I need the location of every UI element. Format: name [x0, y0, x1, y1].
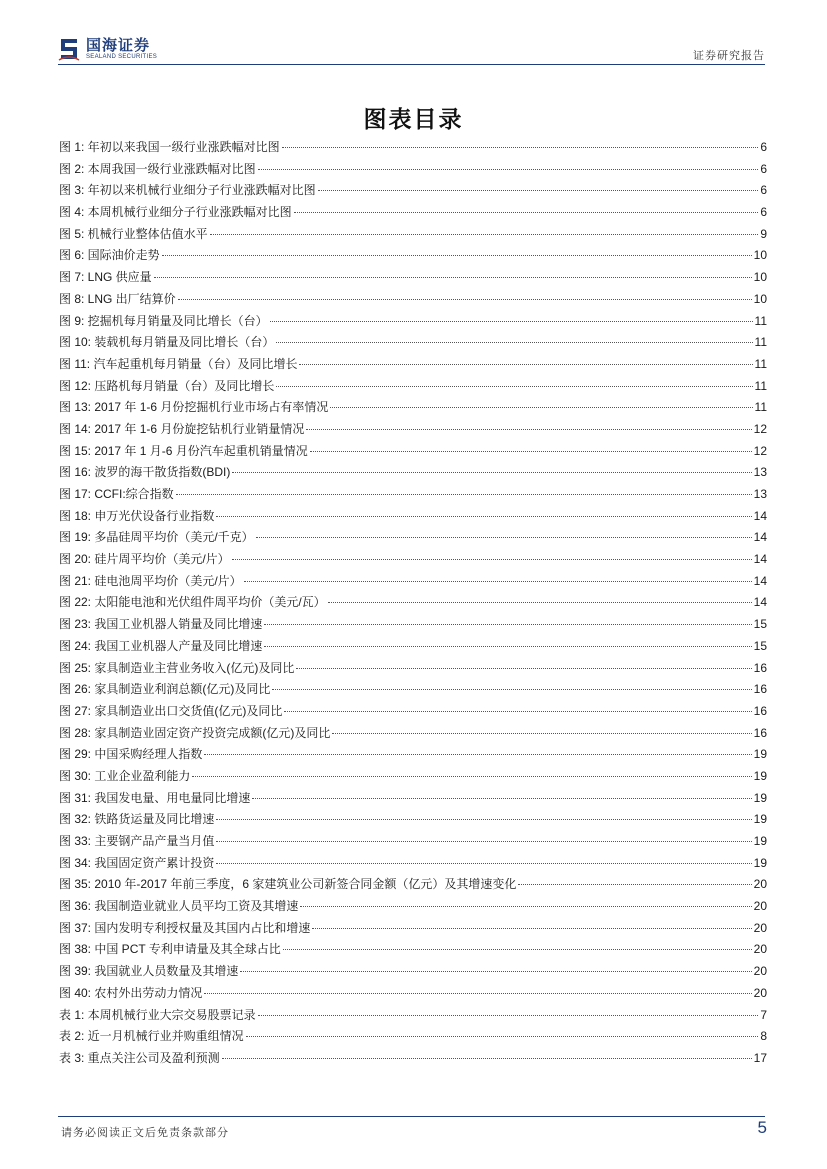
dot-leader	[276, 342, 752, 343]
dot-leader	[162, 255, 752, 256]
toc-entry-page: 17	[753, 1050, 767, 1065]
logo-chinese-name: 国海证券	[86, 36, 151, 54]
toc-entry[interactable]	[59, 1026, 767, 1048]
toc-entry-label: 图 33: 主要钢产品产量当月值	[59, 834, 215, 848]
toc-entry[interactable]	[59, 354, 767, 376]
toc-entry-page: 12	[753, 421, 767, 436]
toc-entry-label: 图 15: 2017 年 1 月-6 月份汽车起重机销量情况	[59, 443, 308, 458]
toc-entry-label: 图 36: 我国制造业就业人员平均工资及其增速	[59, 899, 299, 914]
toc-entry-label: 图 10: 装载机每月销量及同比增长（台）	[59, 335, 275, 350]
dot-leader	[256, 537, 752, 538]
toc-entry-page: 11	[754, 400, 767, 415]
toc-entry-page: 14	[753, 552, 767, 567]
toc-entry[interactable]	[59, 614, 767, 636]
toc-entry-label: 图 25: 家具制造业主营业务收入(亿元)及同比	[59, 660, 295, 675]
sealand-logo-icon	[58, 36, 80, 62]
toc-entry-page: 20	[753, 899, 767, 914]
dot-leader	[306, 429, 751, 430]
toc-entry[interactable]	[59, 592, 767, 614]
toc-entry-label: 图 40: 农村外出劳动力情况	[59, 985, 203, 1000]
toc-entry[interactable]	[59, 961, 767, 983]
dot-leader	[272, 689, 751, 690]
toc-entry[interactable]	[59, 679, 767, 701]
dot-leader	[232, 472, 751, 473]
dot-leader	[258, 169, 759, 170]
toc-entry-label: 图 23: 我国工业机器人销量及同比增速	[59, 617, 263, 632]
table-of-figures	[59, 137, 767, 1070]
toc-entry-page: 6	[760, 140, 767, 154]
toc-entry-page: 19	[753, 768, 767, 783]
toc-entry-label: 图 20: 硅片周平均价（美元/片）	[59, 552, 230, 567]
dot-leader	[216, 841, 751, 842]
toc-entry-page: 13	[753, 465, 767, 480]
toc-entry[interactable]	[59, 896, 767, 918]
dot-leader	[294, 212, 759, 213]
toc-entry-page: 19	[753, 855, 767, 870]
dot-leader	[210, 234, 759, 235]
toc-entry-label: 图 30: 工业企业盈利能力	[59, 768, 191, 783]
dot-leader	[300, 906, 751, 907]
dot-leader	[252, 798, 751, 799]
toc-entry-page: 7	[760, 1007, 767, 1022]
dot-leader	[240, 971, 751, 972]
dot-leader	[264, 624, 751, 625]
toc-entry-label: 图 19: 多晶硅周平均价（美元/千克）	[59, 530, 254, 545]
toc-entry-label: 图 22: 太阳能电池和光伏组件周平均价（美元/瓦）	[59, 595, 326, 610]
dot-leader	[284, 711, 751, 712]
toc-entry-label: 图 2: 本周我国一级行业涨跌幅对比图	[59, 161, 256, 176]
dot-leader	[178, 299, 752, 300]
toc-entry-label: 图 39: 我国就业人员数量及其增速	[59, 964, 239, 979]
toc-entry[interactable]	[59, 939, 767, 961]
toc-entry-label: 图 16: 波罗的海干散货指数(BDI)	[59, 465, 231, 480]
dot-leader	[154, 277, 752, 278]
dot-leader	[244, 581, 752, 582]
dot-leader	[232, 559, 752, 560]
dot-leader	[296, 668, 751, 669]
dot-leader	[246, 1036, 759, 1037]
header-divider	[58, 64, 765, 65]
toc-entry-label: 图 31: 我国发电量、用电量同比增速	[59, 790, 251, 805]
toc-entry[interactable]	[59, 137, 767, 159]
toc-entry[interactable]	[59, 831, 767, 853]
toc-entry[interactable]	[59, 441, 767, 463]
dot-leader	[222, 1058, 752, 1059]
dot-leader	[216, 819, 751, 820]
toc-entry-page: 14	[753, 508, 767, 523]
report-type-label: 证券研究报告	[693, 49, 765, 62]
toc-entry-label: 图 26: 家具制造业利润总额(亿元)及同比	[59, 682, 271, 697]
toc-entry-label: 图 6: 国际油价走势	[59, 248, 160, 263]
company-logo	[58, 36, 157, 62]
toc-entry-page: 16	[753, 682, 767, 697]
dot-leader	[216, 863, 751, 864]
toc-entry[interactable]	[59, 1048, 767, 1070]
toc-entry[interactable]	[59, 549, 767, 571]
toc-entry-label: 图 32: 铁路货运量及同比增速	[59, 812, 215, 827]
dot-leader	[310, 451, 752, 452]
toc-entry-page: 20	[753, 942, 767, 957]
dot-leader	[276, 386, 752, 387]
toc-entry-label: 图 17: CCFI:综合指数	[59, 487, 174, 501]
dot-leader	[299, 364, 752, 365]
toc-entry[interactable]	[59, 1005, 767, 1027]
toc-entry-page: 19	[753, 747, 767, 762]
toc-entry[interactable]	[59, 788, 767, 810]
dot-leader	[318, 190, 759, 191]
toc-entry-label: 图 12: 压路机每月销量（台）及同比增长	[59, 378, 275, 393]
page-title: 图表目录	[363, 106, 464, 133]
toc-entry-label: 图 13: 2017 年 1-6 月份挖掘机行业市场占有率情况	[59, 400, 329, 415]
toc-entry-page: 16	[753, 660, 767, 675]
toc-entry-page: 15	[753, 617, 767, 632]
toc-entry-page: 20	[753, 985, 767, 1000]
toc-entry-page: 10	[753, 291, 767, 306]
page-header	[0, 0, 827, 70]
toc-entry-page: 6	[760, 183, 767, 198]
toc-entry[interactable]	[59, 332, 767, 354]
toc-entry[interactable]	[59, 744, 767, 766]
toc-entry-page: 6	[760, 205, 767, 220]
toc-entry[interactable]	[59, 918, 767, 940]
toc-entry-label: 图 29: 中国采购经理人指数	[59, 747, 203, 762]
toc-entry-page: 14	[753, 530, 767, 545]
toc-entry-label: 图 8: LNG 出厂结算价	[59, 291, 176, 306]
toc-entry-page: 9	[760, 226, 767, 241]
toc-entry[interactable]	[59, 658, 767, 680]
dot-leader	[204, 754, 751, 755]
toc-entry[interactable]	[59, 766, 767, 788]
toc-entry[interactable]	[59, 245, 767, 267]
toc-entry[interactable]	[59, 462, 767, 484]
toc-entry[interactable]	[59, 159, 767, 181]
toc-entry-page: 20	[753, 964, 767, 979]
toc-entry-page: 11	[754, 356, 767, 371]
toc-entry-label: 图 24: 我国工业机器人产量及同比增速	[59, 638, 263, 653]
toc-entry[interactable]	[59, 983, 767, 1005]
toc-entry-page: 20	[753, 920, 767, 935]
toc-entry-label: 表 1: 本周机械行业大宗交易股票记录	[59, 1007, 256, 1022]
toc-entry-page: 19	[753, 812, 767, 827]
dot-leader	[312, 928, 751, 929]
toc-entry-page: 12	[753, 443, 767, 458]
logo-english-name: SEALAND SECURITIES	[86, 54, 158, 60]
toc-entry-page: 11	[754, 313, 767, 328]
toc-entry-page: 11	[754, 378, 767, 393]
toc-entry[interactable]	[59, 701, 767, 723]
dot-leader	[258, 1015, 759, 1016]
toc-entry-label: 图 11: 汽车起重机每月销量（台）及同比增长	[59, 356, 298, 371]
dot-leader	[176, 494, 752, 495]
toc-entry-label: 图 5: 机械行业整体估值水平	[59, 226, 208, 241]
toc-entry[interactable]	[59, 809, 767, 831]
toc-entry-page: 16	[753, 725, 767, 740]
toc-entry-label: 图 34: 我国固定资产累计投资	[59, 855, 215, 870]
toc-entry[interactable]	[59, 723, 767, 745]
toc-entry-label: 图 14: 2017 年 1-6 月份旋挖钻机行业销量情况	[59, 421, 305, 436]
toc-entry[interactable]	[59, 311, 767, 333]
dot-leader	[270, 321, 753, 322]
page-number: 5	[757, 1118, 767, 1137]
toc-entry[interactable]	[59, 527, 767, 549]
toc-entry-page: 6	[760, 161, 767, 176]
toc-entry-page: 8	[760, 1029, 767, 1044]
toc-entry-label: 图 9: 挖掘机每月销量及同比增长（台）	[59, 313, 268, 328]
dot-leader	[204, 993, 751, 994]
dot-leader	[216, 516, 751, 517]
toc-entry-page: 20	[753, 877, 767, 892]
dot-leader	[330, 407, 752, 408]
toc-entry-label: 图 38: 中国 PCT 专利申请量及其全球占比	[59, 942, 281, 957]
toc-entry-label: 图 1: 年初以来我国一级行业涨跌幅对比图	[59, 140, 280, 154]
toc-entry[interactable]	[59, 636, 767, 658]
toc-entry[interactable]	[59, 571, 767, 593]
toc-entry-page: 10	[753, 270, 767, 285]
toc-entry-label: 图 7: LNG 供应量	[59, 270, 152, 285]
toc-entry[interactable]	[59, 397, 767, 419]
toc-entry[interactable]	[59, 202, 767, 224]
toc-entry-label: 表 3: 重点关注公司及盈利预测	[59, 1050, 220, 1065]
dot-leader	[264, 646, 751, 647]
toc-entry-page: 11	[754, 335, 767, 350]
toc-entry-label: 图 4: 本周机械行业细分子行业涨跌幅对比图	[59, 205, 292, 220]
toc-entry[interactable]	[59, 289, 767, 311]
toc-entry-label: 图 37: 国内发明专利授权量及其国内占比和增速	[59, 920, 311, 935]
toc-entry-page: 19	[753, 790, 767, 805]
dot-leader	[518, 884, 751, 885]
toc-entry[interactable]	[59, 419, 767, 441]
toc-entry[interactable]	[59, 267, 767, 289]
toc-entry-page: 13	[753, 487, 767, 501]
dot-leader	[283, 949, 752, 950]
toc-entry[interactable]	[59, 506, 767, 528]
dot-leader	[282, 147, 759, 148]
toc-entry[interactable]	[59, 224, 767, 246]
toc-entry-page: 19	[753, 834, 767, 848]
dot-leader	[192, 776, 751, 777]
toc-entry-label: 图 35: 2010 年-2017 年前三季度，6 家建筑业公司新签合同金额（亿元）及其增速变化	[59, 877, 517, 892]
dot-leader	[332, 733, 751, 734]
toc-entry-label: 图 3: 年初以来机械行业细分子行业涨跌幅对比图	[59, 183, 316, 198]
toc-entry-label: 图 18: 申万光伏设备行业指数	[59, 508, 215, 523]
toc-entry-page: 14	[753, 595, 767, 610]
toc-entry-page: 16	[753, 703, 767, 718]
toc-entry-page: 14	[753, 573, 767, 588]
toc-entry[interactable]	[59, 853, 767, 875]
toc-entry[interactable]	[59, 376, 767, 398]
toc-entry[interactable]	[59, 484, 767, 506]
toc-entry-label: 图 27: 家具制造业出口交货值(亿元)及同比	[59, 703, 283, 718]
toc-entry-label: 表 2: 近一月机械行业并购重组情况	[59, 1029, 244, 1044]
toc-entry[interactable]	[59, 180, 767, 202]
dot-leader	[328, 602, 752, 603]
toc-entry[interactable]	[59, 874, 767, 896]
toc-entry-label: 图 28: 家具制造业固定资产投资完成额(亿元)及同比	[59, 725, 331, 740]
toc-entry-label: 图 21: 硅电池周平均价（美元/片）	[59, 573, 242, 588]
toc-entry-page: 10	[753, 248, 767, 263]
disclaimer-note: 请务必阅读正文后免责条款部分	[61, 1126, 229, 1139]
footer-divider	[58, 1116, 765, 1117]
toc-entry-page: 15	[753, 638, 767, 653]
